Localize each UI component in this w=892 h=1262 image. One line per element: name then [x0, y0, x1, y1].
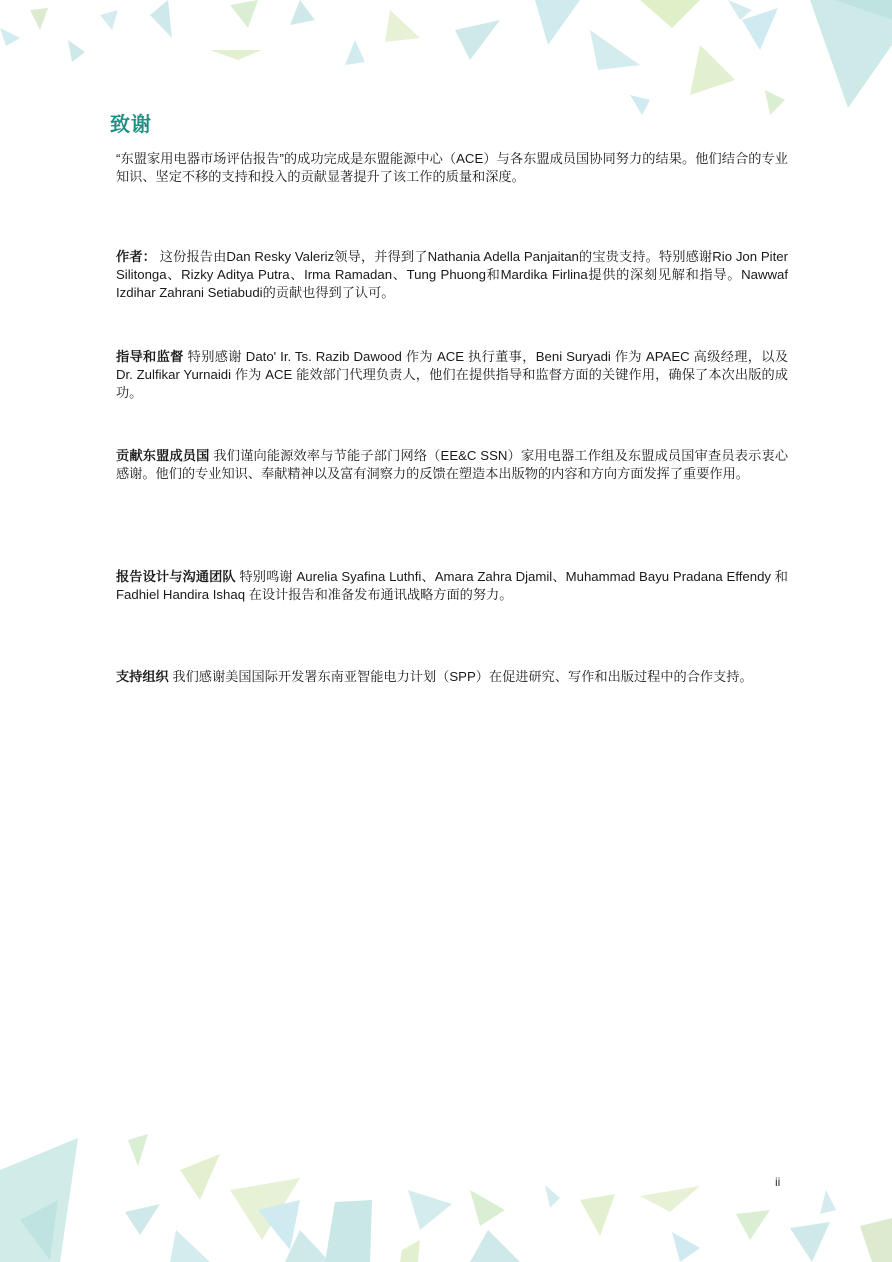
support-org-paragraph — [116, 668, 788, 686]
guidance-paragraph — [116, 348, 788, 402]
section-text: 我们谨向能源效率与节能子部门网络（EE&C SSN）家用电器工作组及东盟成员国审查员表示衷心感谢。他们的专业知识、奉献精神以及富有洞察力的反馈在塑造本出版物的内容和方向方面发挥了重要作用。 — [116, 448, 789, 481]
authors-paragraph — [116, 248, 788, 302]
section-text: 特别感谢 Dato' Ir. Ts. Razib Dawood 作为 ACE 执行董事，Beni Suryadi 作为 APAEC 高级经理，以及 Dr. Zulfikar Yurnaidi 作为 ACE 能效部门代理负责人，他们在提供指导和监督方面的关键作用，确保了本次出版的成功。 — [116, 349, 789, 400]
section-lead: 贡献东盟成员国 — [116, 448, 210, 463]
section-lead: 报告设计与沟通团队 — [116, 569, 236, 584]
page-number: ii — [775, 1175, 781, 1189]
section-text: 这份报告由Dan Resky Valeriz领导，并得到了Nathania Adella Panjaitan的宝贵支持。特别感谢Rio Jon Piter Silitonga、Rizky Aditya Putra、Irma Ramadan、Tung Phuong和Mardika Firlina提供的深刻见解和指导。Nawwaf Izdihar Zahrani Setiabudi的贡献也得到了认可。 — [116, 249, 789, 300]
section-text: “东盟家用电器市场评估报告”的成功完成是东盟能源中心（ACE）与各东盟成员国协同努力的结果。他们结合的专业知识、坚定不移的支持和投入的贡献显著提升了该工作的质量和深度。 — [116, 151, 788, 184]
section-lead: 支持组织 — [116, 669, 169, 684]
section-text: 特别鸣谢 Aurelia Syafina Luthfi、Amara Zahra Djamil、Muhammad Bayu Pradana Effendy 和 Fadhiel Handira Ishaq 在设计报告和准备发布通讯战略方面的努力。 — [116, 569, 788, 602]
design-team-paragraph — [116, 568, 788, 604]
bottom-triangle-decoration — [0, 1130, 892, 1262]
page-title: 致谢 — [110, 112, 152, 136]
member-states-paragraph — [116, 447, 788, 483]
section-text: 我们感谢美国国际开发署东南亚智能电力计划（SPP）在促进研究、写作和出版过程中的合作支持。 — [172, 669, 753, 684]
section-lead: 作者： — [116, 249, 156, 264]
section-lead: 指导和监督 — [116, 349, 184, 364]
intro-paragraph — [116, 150, 788, 186]
